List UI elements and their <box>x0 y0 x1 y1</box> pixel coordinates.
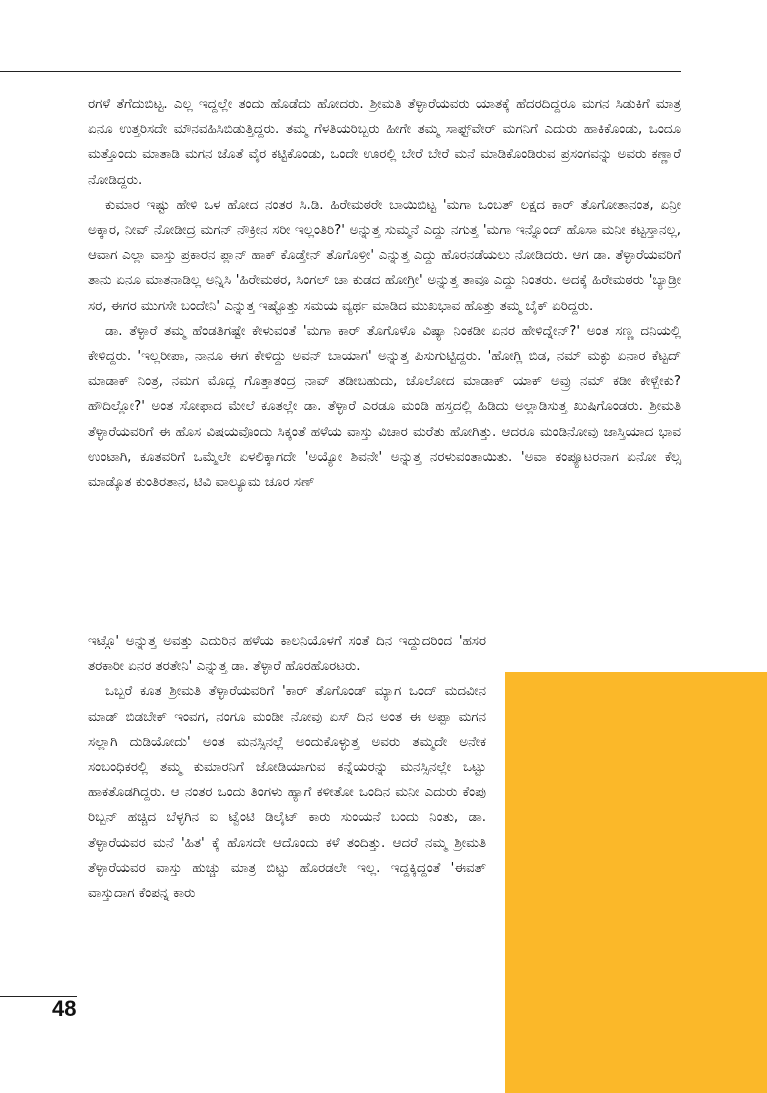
yellow-accent-block <box>505 672 767 1093</box>
page-number: 48 <box>52 996 77 1021</box>
paragraph-continued: ಇಟ್ಗೊ' ಅನ್ನುತ್ತ ಅವತ್ತು ಎದುರಿನ ಹಳೆಯ ಕಾಲನಿಯೊಳಗೆ ಸಂತೆ ದಿನ ಇದ್ದುದರಿಂದ 'ಹಸರ ತರಕಾರೀ ಏನರ ತರತೇನಿ' ಎನ್ನುತ್ತ ಡಾ. ತೆಳ್ಳಾರೆ ಹೊರಹೊರಟರು. <box>88 634 486 675</box>
paragraph: ಡಾ. ತೆಳ್ಳಾರೆ ತಮ್ಮ ಹೆಂಡತಿಗಷ್ಟೇ ಕೇಳುವಂತೆ 'ಮಗಾ ಕಾರ್ ತೊಗೊಳೊ ವಿಷ್ಯಾ ನಿಂಕಡೀ ಏನರ ಹೇಳಿದ್ನೇನ್?' ಅಂತ ಸಣ್ಣ ದನಿಯಲ್ಲಿ ಕೇಳಿದ್ದರು. 'ಇಲ್ಲರೀಪಾ, ನಾನೂ ಈಗ ಕೇಳಿದ್ದು ಅವನ್ ಬಾಯಾಗ' ಅನ್ನುತ್ತ ಪಿಸುಗುಟ್ಟಿದ್ದರು. 'ಹೋಗ್ಲಿ ಬಿಡ, ನಮ್ ಮಕ್ಳು ಏನಾರ ಕೆಟ್ಟದ್ ಮಾಡಾಕ್ ನಿಂತ್ರ, ನಮಗ ಮೊದ್ಲ ಗೊತ್ತಾತಂದ್ರ ನಾವ್ ತಡೀಬಹುದು, ಚೊಲೋದ ಮಾಡಾಕ್ ಯಾಕ್ ಅವ್ರು ನಮ್ ಕಡೀ ಕೇಳ್ಬೇಕು? ಹೌದಿಲ್ಲೋ?' ಅಂತ ಸೋಫಾದ ಮೇಲೆ ಕೂತಲ್ಲೇ ಡಾ. ತೆಳ್ಳಾರೆ ಎರಡೂ ಮಂಡಿ ಹಸ್ತದಲ್ಲಿ ಹಿಡಿದು ಅಲ್ಲಾಡಿಸುತ್ತ ಖುಷಿಗೊಂಡರು. ಶ್ರೀಮತಿ ತೆಳ್ಳಾರೆಯವರಿಗೆ ಈ ಹೊಸ ವಿಷಯವೊಂದು ಸಿಕ್ಕಂತೆ ಹಳೆಯ ವಾಸ್ತು ವಿಚಾರ ಮರೆತು ಹೋಗಿತ್ತು. ಆದರೂ ಮಂಡಿನೋವು ಜಾಸ್ತಿಯಾದ ಭಾವ ಉಂಟಾಗಿ, ಕೂತವರಿಗೆ ಒಮ್ಮೆಲೇ ಏಳಲಿಕ್ಕಾಗದೇ 'ಅಯ್ಯೋ ಶಿವನೇ' ಅನ್ನುತ್ತ ನರಳುವಂತಾಯಿತು. 'ಅವಾ ಕಂಪ್ಯೂಟರನಾಗ ಏನೋ ಕೆಲ್ಸ ಮಾಡ್ಕೊತ ಕುಂತಿರತಾನ, ಟಿವಿ ವಾಲ್ಯೂಮ ಚೂರ ಸಣ್ <box>88 323 681 491</box>
text-column-wide <box>88 92 681 495</box>
paragraph: ಒಬ್ಬರೆ ಕೂತ ಶ್ರೀಮತಿ ತೆಳ್ಳಾರೆಯವರಿಗೆ 'ಕಾರ್ ತೊಗೊಂಡ್ ಮ್ಯಾಗ ಒಂದ್ ಮದವೀನ ಮಾಡ್ ಬಿಡಬೇಕ್ ಇಂವಗ, ನಂಗೂ ಮಂಡೀ ನೋವು ಏಸ್ ದಿನ ಅಂತ ಈ ಅಪ್ಪಾ ಮಗನ ಸಲ್ಲಾಗಿ ದುಡಿಯೋದು' ಅಂತ ಮನಸ್ಸಿನಲ್ಲೆ ಅಂದುಕೊಳ್ಳುತ್ತ ಅವರು ತಮ್ಮದೇ ಅನೇಕ ಸಂಬಂಧಿಕರಲ್ಲಿ ತಮ್ಮ ಕುಮಾರನಿಗೆ ಜೋಡಿಯಾಗುವ ಕನ್ನೆಯರನ್ನು ಮನಸ್ಸಿನಲ್ಲೇ ಒಟ್ಟು ಹಾಕತೊಡಗಿದ್ದರು. ಆ ನಂತರ ಒಂದು ತಿಂಗಳು ಹ್ಯಾಗೆ ಕಳೀತೋ ಒಂದಿನ ಮನೀ ಎದುರು ಕೆಂಪು ರಿಬ್ಬನ್ ಹಚ್ಚಿದ ಬೆಳ್ಳಗಿನ ಐ ಟ್ವೆಂಟಿ ಡಿಲೈಟ್ ಕಾರು ಸುಂಯನೆ ಬಂದು ನಿಂತು, ಡಾ. ತೆಳ್ಳಾರೆಯವರ ಮನೆ 'ಹಿತ' ಕ್ಕೆ ಹೊಸದೇ ಆದೊಂದು ಕಳೆ ತಂದಿತ್ತು. ಆದರೆ ನಮ್ಮ ಶ್ರೀಮತಿ ತೆಳ್ಳಾರೆಯವರ ವಾಸ್ತು ಹುಚ್ಚು ಮಾತ್ರ ಬಿಟ್ಟು ಹೊರಡಲೇ ಇಲ್ಲ. ಇದ್ದಕ್ಕಿದ್ದಂತೆ 'ಈವತ್ ವಾಸ್ತುದಾಗ ಕೆಂಪನ್ನ ಕಾರು <box>88 684 486 902</box>
paragraph-continued: ರಗಳೆ ತೆಗೆದುಬಿಟ್ಟ. ಎಲ್ಲ ಇದ್ದಲ್ಲೇ ತಂದು ಹೊಡೆದು ಹೋದರು. ಶ್ರೀಮತಿ ತೆಳ್ಳಾರೆಯವರು ಯಾತಕ್ಕೆ ಹೆದರದಿದ್ದರೂ ಮಗನ ಸಿಡುಕಿಗೆ ಮಾತ್ರ ಏನೂ ಉತ್ತರಿಸದೇ ಮೌನವಹಿಸಿಬಿಡುತ್ತಿದ್ದರು. ತಮ್ಮ ಗೆಳತಿಯರಿಬ್ಬರು ಹೀಗೇ ತಮ್ಮ ಸಾಫ್ಟ್‌ವೇರ್ ಮಗನಿಗೆ ಎದುರು ಹಾಕಿಕೊಂಡು, ಒಂದೂ ಮತ್ತೊಂದು ಮಾತಾಡಿ ಮಗನ ಜೊತೆ ವೈರ ಕಟ್ಟಿಕೊಂಡು, ಒಂದೇ ಊರಲ್ಲಿ ಬೇರೆ ಬೇರೆ ಮನೆ ಮಾಡಿಕೊಂಡಿರುವ ಪ್ರಸಂಗವನ್ನು ಅವರು ಕಣ್ಣಾರೆ ನೋಡಿದ್ದರು. <box>88 97 681 188</box>
header-rule <box>0 71 681 72</box>
paragraph: ಕುಮಾರ ಇಷ್ಟು ಹೇಳಿ ಒಳ ಹೋದ ನಂತರ ಸಿ.ಡಿ. ಹಿರೇಮಠರೇ ಬಾಯಿಬಿಟ್ಟ 'ಮಗಾ ಒಂಬತ್ ಲಕ್ಷದ ಕಾರ್ ತೊಗೋತಾನಂತ, ಏನ್ರೀ ಅಕ್ಕಾರ, ನೀವ್ ನೋಡೀದ್ರ ಮಗನ್ ನೌಕ್ರೀನ ಸರೀ ಇಲ್ಲಂತಿರಿ?' ಅನ್ನುತ್ತ ಸುಮ್ಮನೆ ಎದ್ದು ನಗುತ್ತ 'ಮಗಾ ಇನ್ನೊಂದ್ ಹೊಸಾ ಮನೀ ಕಟ್ಟಸ್ತಾನಲ್ಲ, ಆವಾಗ ಎಲ್ಲಾ ವಾಸ್ತು ಪ್ರಕಾರನ ಪ್ಲಾನ್ ಹಾಕ್ ಕೊಡ್ತೇನ್ ತೊಗೊಳ್ರೀ' ಎನ್ನುತ್ತ ಎದ್ದು ಹೊರನಡೆಯಲು ನೋಡಿದರು. ಆಗ ಡಾ. ತೆಳ್ಳಾರೆಯವರಿಗೆ ತಾನು ಏನೂ ಮಾತನಾಡಿಲ್ಲ ಅನ್ನಿಸಿ 'ಹಿರೇಮಠರ, ಸಿಂಗಲ್ ಚಾ ಕುಡದ ಹೋಗ್ರೀ' ಅನ್ನುತ್ತ ತಾವೂ ಎದ್ದು ನಿಂತರು. ಅದಕ್ಕೆ ಹಿರೇಮಠರು 'ಬ್ಯಾಡ್ರೀ ಸರ, ಈಗರ ಮುಗಸೇ ಬಂದೇನಿ' ಎನ್ನುತ್ತ ಇಷ್ಟೊತ್ತು ಸಮಯ ವ್ಯರ್ಥ ಮಾಡಿದ ಮುಖಭಾವ ಹೊತ್ತು ತಮ್ಮ ಬೈಕ್ ಏರಿದ್ದರು. <box>88 197 681 314</box>
text-column-narrow <box>88 629 486 906</box>
